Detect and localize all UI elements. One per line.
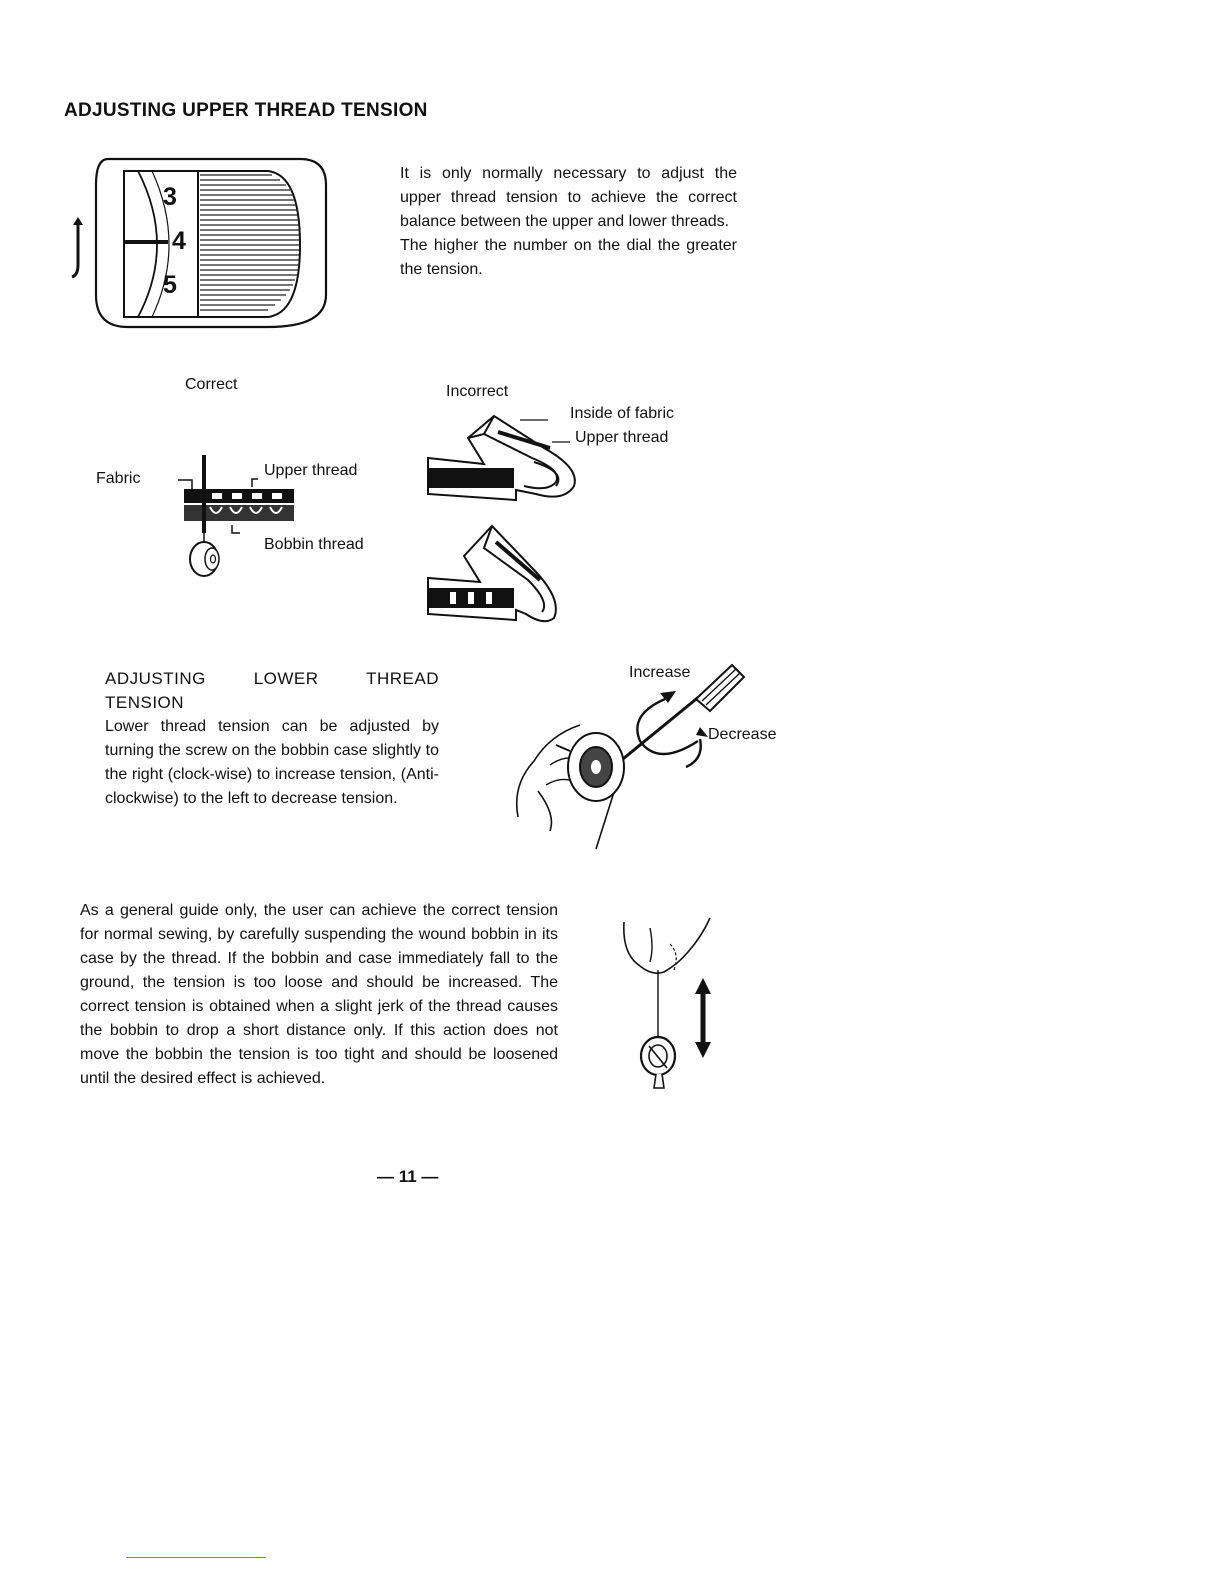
page-number: — 11 —: [377, 1167, 439, 1186]
fabric-label: Fabric: [96, 470, 141, 487]
lower-tension-title-line-1: ADJUSTING LOWER THREAD: [105, 669, 439, 688]
lower-tension-paragraph: Lower thread tension can be adjusted by turning the screw on the bobbin case slightly to the right (clock-wise) to increase tension, (Anti-clockwise) to the left to decrease tension.: [105, 718, 439, 807]
incorrect-stitch-diagram-bottom: [424, 522, 564, 626]
inside-of-fabric-label: Inside of fabric: [570, 405, 675, 422]
lower-tension-title-line-2: TENSION: [105, 693, 185, 712]
incorrect-caption: Incorrect: [446, 383, 509, 400]
correct-bobbin-thread-label: Bobbin thread: [264, 536, 364, 553]
dial-number-4: 4: [172, 227, 186, 255]
bobbin-case-screwdriver-illustration: [510, 655, 766, 851]
dial-number-5: 5: [163, 271, 177, 299]
incorrect-upper-thread-label: Upper thread: [575, 429, 669, 446]
lower-tension-section: [105, 667, 439, 811]
incorrect-stitch-diagram-top: [424, 408, 584, 504]
upper-tension-description: [400, 162, 737, 282]
dial-number-3: 3: [163, 183, 177, 211]
suspended-bobbin-illustration: [618, 912, 718, 1090]
bottom-divider: [126, 1557, 266, 1558]
general-guide-paragraph: As a general guide only, the user can achieve the correct tension for normal sewing, by carefully suspending the wound bobbin in its case by the thread. If the bobbin and case immediately fall to the ground, the tension is too loose and should be increased. The correct tension is obtained when a slight jerk of the thread causes the bobbin to drop a short distance only. If this action does not move the bobbin the tension is too tight and should be loosened until the desired effect is achieved.: [80, 902, 558, 1087]
upper-tension-paragraph-2: The higher the number on the dial the greater the tension.: [400, 237, 737, 278]
section-title-upper-thread-tension: ADJUSTING UPPER THREAD TENSION: [64, 100, 428, 121]
increase-label: Increase: [629, 664, 691, 681]
correct-stitch-diagram: [176, 455, 300, 577]
decrease-label: Decrease: [708, 726, 777, 743]
upper-tension-paragraph-1: It is only normally necessary to adjust the upper thread tension to achieve the correct balance between the upper and lower threads.: [400, 165, 737, 230]
correct-caption: Correct: [185, 376, 238, 393]
tension-dial-illustration: [68, 155, 330, 331]
correct-upper-thread-label: Upper thread: [264, 462, 358, 479]
